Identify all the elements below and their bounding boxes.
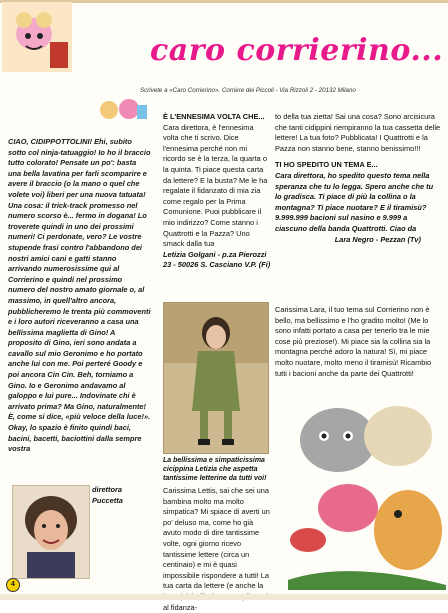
photo-caption: La bellissima e simpaticissima cicippina Letizia che aspetta tantissime letterine da tutti voi! [163, 457, 267, 482]
letter-heading-letizia: È L'ENNESIMA VOLTA CHE... [163, 112, 265, 121]
letter-column-letizia [163, 112, 271, 271]
signature-role: direttora [92, 485, 122, 494]
reply-to-letizia: Carissima Lettis, sai che sei una bambina molto ma molto simpatica? Mi spiace di averti un po' deluso ma, come ho già avuto modo di dire tantissime volte, ogni giorno ricevo tantissime lettere (circa un centinaio) e mi è quasi impossibile rispondere a tutti! La tua carta da lettere (e anche la al fidanza- [163, 486, 270, 612]
signature-name: Puccetta [92, 495, 123, 505]
letter-body-lara: Cara direttora, ho spedito questo tema nella speranza che tu lo legga. Spero anche che tu lo gradisca. Ti piace di più la collina o la montagna? Ti piace nuotare? E il tiramisù? 9.999.999 bacioni sul nasino e 9.999 a ciascuno della banda Quattrotti. Ciao da [275, 170, 434, 233]
letter-body-letizia: Cara direttora, è l'ennesima volta che ti scrivo. Dice l'ennesima perché non mi ricordo se è la terza, la quarta o la quinta. Ti piace questa carta da lettere? E la busta? Me le ha regalate il fidanzato di mia zia come regalo per la Prima Comunione. Puoi pubblicare il mio indirizzo? Come stanno i Quattrotti e la Pazza? Uno smack dalla tua [163, 122, 268, 249]
bottom-rule [0, 594, 448, 600]
girl-photo-illustration [164, 303, 268, 453]
small-character-drawing [95, 95, 150, 125]
letter-signer-letizia: Letizia Golgani - p.za Pierozzi 23 - 50026 S. Casciano V.P. (Fi) [163, 249, 271, 270]
director-photo [12, 485, 90, 579]
editor-signature [92, 485, 152, 506]
editor-column [8, 137, 151, 455]
masthead [150, 28, 446, 74]
letter-signer-lara: Lara Negro - Pezzan (Tv) [334, 234, 421, 244]
page-number-badge: 4 [6, 578, 20, 592]
submission-address: Scrivete a «Caro Corrierino». Corriere dei Piccoli - Via Rizzoli 2 - 20132 Milano [140, 87, 356, 94]
reply-continuation: to della tua zietta! Sai una cosa? Sono arcisicura che tanti cidippini riempiranno la tua cassetta delle lettere! La tua foto? Pubblicata! I Quattrotti e la Pazza non stanno bene, stanno benissimo!!! [275, 112, 441, 153]
masthead-title: caro corrierino... [150, 33, 444, 68]
reply-to-lara: Carissima Lara, il tuo tema sul Corrierino non è bello, ma bellissimo e l'ho gradito molto! (Me lo sono infatti portato a casa per tenerlo tra le mie cose più preziose!). Mi piace sia la collina sia la montagna perché adoro la natura! Sì, mi piace molto nuotare, molto meno il tiramisù! Ricambio tutti i bacioni anche da parte dei Quattrotti! [275, 305, 432, 378]
director-portrait-illustration [13, 486, 89, 578]
letter-column-lara [275, 112, 441, 245]
cartoon-mouse-illustration [2, 2, 72, 72]
cartoon-animals-illustration [288, 390, 446, 590]
letter-heading-lara: TI HO SPEDITO UN TEMA E... [275, 160, 378, 170]
editor-letter: CIAO, CIDIPPOTTOLINI! Ehi, subito sotto col ninja-tatuaggio! Io ho il braccio tutto colorato! Pensate un po': basta una bella lavatina per farli scomparire e avere il braccio (o la mano o quel che volete voi) liberi per una nuova tatuata! Una cosa: il trick-track promesso nel numero scorso è... fermo in dogana! Lo troverete quindi in uno dei prossimi numeri! Ci perdonate, vero? Le vostre stupende frasi contro l'abbandono dei nostri amici cani e gatti stanno arrivando numerosissime qui al Corrierino e quindi nel prossimo numero del nostro amato giornale o, al massimo, in quell'altro ancora, pubblicheremo le trenta più commoventi e i loro autori riceveranno a casa una bellissima maglietta di Gino! A proposito di Gino, ieri sono andata a cavallo sul mio Geronimo e ho portato anche lui con me. Poi perteré Goody e poi ancora Cin Cin. Beh, torniamo a Gino. Io e Geronimo andavamo al galoppo e lui pure... Indovinate chi è arrivato prima? Ma Gino, naturalmente! È, come si dice, «più veloce della luce!». Okay, lo spazio è finito quindi baci, bacini, bacetti, baciottini dalla sempre vostra [8, 137, 151, 454]
reader-photo-letizia [163, 302, 269, 454]
